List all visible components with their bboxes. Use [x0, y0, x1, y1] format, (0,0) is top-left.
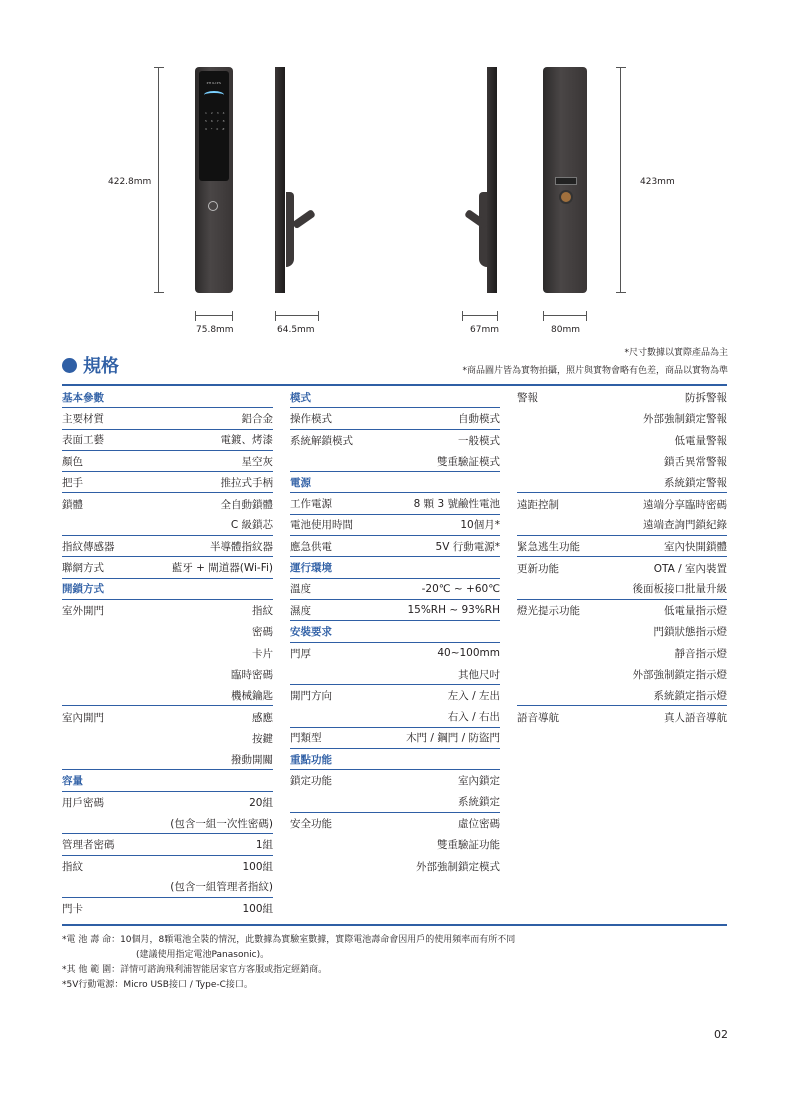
spec-value: 系統鎖定警報	[664, 476, 727, 489]
spec-value: 低電量警報	[674, 434, 727, 447]
spec-key: 安全功能	[290, 818, 332, 831]
spec-value: 感應	[252, 711, 273, 724]
spec-key: 燈光提示功能	[517, 605, 580, 618]
spec-row	[290, 515, 500, 536]
spec-row	[517, 664, 727, 685]
spec-row	[62, 856, 273, 877]
spec-row	[517, 643, 727, 664]
spec-value: C 級鎖芯	[230, 519, 273, 532]
bullet-dot-icon	[62, 358, 77, 373]
spec-key: 開門方向	[290, 690, 332, 703]
back-width-label: 80mm	[551, 325, 580, 335]
spec-value: 半導體指紋器	[210, 540, 273, 553]
spec-value: 系統鎖定指示燈	[653, 689, 727, 702]
side-width-left-line	[275, 315, 319, 316]
spec-row	[517, 621, 727, 642]
lock-side-view-right	[487, 67, 497, 293]
spec-value: 外部強制鎖定警報	[643, 413, 727, 426]
spec-row	[290, 493, 500, 514]
section-heading	[62, 352, 119, 378]
spec-value: (包含一組管理者指紋)	[170, 881, 273, 894]
spec-row	[62, 813, 273, 834]
front-height-line	[158, 67, 159, 293]
spec-value: 全自動鎖體	[220, 498, 273, 511]
spec-key: 重點功能	[290, 753, 332, 766]
spec-row	[290, 834, 500, 855]
spec-row	[517, 685, 727, 706]
keypad: 1 2 3 4 5 6 7 8 9 * 0 #	[205, 111, 225, 131]
side-width-right-line	[462, 315, 498, 316]
spec-key: 聯網方式	[62, 562, 104, 575]
spec-value: 鋁合金	[241, 412, 273, 425]
fingerprint-sensor-icon	[208, 201, 218, 211]
spec-value: 100組	[242, 860, 273, 873]
spec-value: 真人語音導航	[664, 711, 727, 724]
spec-key: 警報	[517, 392, 538, 405]
spec-value: 15%RH ~ 93%RH	[407, 604, 500, 617]
spec-key: 管理者密碼	[62, 838, 115, 851]
spec-value: 按鍵	[252, 732, 273, 745]
spec-value: 鎖舌異常警報	[664, 456, 727, 469]
back-height-line	[620, 67, 621, 293]
spec-value: 門鎖狀態指示燈	[653, 626, 727, 639]
spec-value: 藍牙 + 閘道器(Wi-Fi)	[171, 562, 273, 575]
spec-value: 指紋	[252, 605, 273, 618]
spec-row	[517, 472, 727, 493]
front-width-line	[195, 315, 233, 316]
lock-back-view	[543, 67, 587, 293]
spec-key: 安裝要求	[290, 625, 332, 638]
spec-section-header	[290, 557, 500, 578]
handle-left	[286, 192, 294, 267]
spec-row	[62, 430, 273, 451]
spec-value: -20℃ ~ +60℃	[421, 582, 500, 595]
spec-key: 門厚	[290, 647, 311, 660]
spec-row	[62, 749, 273, 770]
spec-row	[62, 472, 273, 493]
spec-value: 密碼	[252, 626, 273, 639]
spec-value: 臨時密碼	[231, 669, 273, 681]
spec-row	[517, 706, 727, 727]
spec-row	[290, 770, 500, 791]
spec-value: 自動模式	[458, 412, 500, 425]
page-number: 02	[714, 1028, 728, 1041]
spec-key: 開鎖方式	[62, 583, 104, 596]
spec-row	[290, 430, 500, 451]
spec-row	[517, 579, 727, 600]
spec-value: 遠端分享臨時密碼	[643, 498, 727, 511]
spec-value: 機械鑰匙	[231, 689, 273, 702]
spec-column-1	[62, 387, 273, 919]
spec-value: 40~100mm	[437, 647, 500, 660]
brand-mark: PHILIPS	[206, 81, 222, 85]
spec-row	[62, 728, 273, 749]
spec-value: 雙重驗証功能	[437, 839, 500, 852]
lock-side-view-left	[275, 67, 285, 293]
spec-row	[290, 664, 500, 685]
spec-key: 室內開門	[62, 711, 104, 724]
back-width-line	[543, 315, 587, 316]
spec-row	[62, 536, 273, 557]
spec-value: 星空灰	[241, 455, 273, 468]
spec-key: 室外開門	[62, 605, 104, 618]
spec-row	[290, 643, 500, 664]
spec-row	[62, 706, 273, 727]
spec-row	[517, 515, 727, 536]
spec-row	[290, 792, 500, 813]
spec-column-2	[290, 387, 500, 877]
spec-key: 工作電源	[290, 498, 332, 511]
spec-key: 基本參數	[62, 391, 104, 404]
section-title: 規格	[83, 356, 119, 377]
spec-section-header	[62, 387, 273, 408]
spec-key: 把手	[62, 476, 83, 489]
spec-key: 遠距控制	[517, 498, 559, 511]
spec-key: 用戶密碼	[62, 796, 104, 809]
spec-row	[290, 451, 500, 472]
spec-key: 語音導航	[517, 711, 559, 724]
spec-column-3	[517, 387, 727, 728]
spec-row	[62, 557, 273, 578]
spec-row	[62, 600, 273, 621]
spec-value: 低電量指示燈	[664, 605, 727, 618]
spec-value: 遠端查詢門鎖紀錄	[643, 519, 727, 532]
back-height-label: 423mm	[640, 177, 675, 187]
spec-key: 操作模式	[290, 412, 332, 425]
spec-row	[62, 643, 273, 664]
spec-value: 10個月*	[460, 519, 500, 532]
spec-value: 室內鎖定	[458, 775, 500, 788]
spec-row	[62, 515, 273, 536]
footnote-battery: *電 池 壽 命：10個月，8顆電池全裝的情況，此數據為實驗室數據，實際電池壽命會因用戶的使用頻率而有所不同	[62, 935, 516, 945]
table-top-rule	[62, 384, 727, 386]
spec-value: 外部強制鎖定指示燈	[632, 669, 727, 681]
side-width-left-label: 64.5mm	[277, 325, 315, 335]
spec-row	[290, 813, 500, 834]
spec-key: 濕度	[290, 604, 311, 617]
spec-key: 模式	[290, 391, 311, 404]
spec-row	[62, 898, 273, 919]
spec-row	[62, 408, 273, 429]
spec-row	[290, 706, 500, 727]
spec-value: 8 顆 3 號鹼性電池	[413, 498, 500, 511]
spec-key: 緊急逃生功能	[517, 540, 580, 553]
spec-row	[517, 408, 727, 429]
spec-key: 電池使用時間	[290, 519, 353, 532]
spec-row	[62, 792, 273, 813]
spec-value: 室內快開鎖體	[664, 540, 727, 553]
spec-section-header	[290, 749, 500, 770]
spec-key: 應急供電	[290, 540, 332, 553]
spec-value: 其他尺吋	[458, 668, 500, 681]
table-bottom-rule	[62, 924, 727, 926]
spec-value: 雙重驗証模式	[437, 455, 500, 468]
spec-row	[62, 877, 273, 898]
spec-row	[517, 600, 727, 621]
spec-value: 20組	[249, 796, 273, 809]
spec-value: 後面板接口批量升級	[632, 583, 727, 596]
spec-section-header	[62, 579, 273, 600]
spec-section-header	[290, 387, 500, 408]
spec-value: 推拉式手柄	[220, 476, 273, 489]
size-note: *尺寸數據以實際產品為主	[624, 348, 728, 358]
photo-note: *商品圖片皆為實物拍攝，照片與實物會略有色差，商品以實物為準	[462, 366, 728, 376]
spec-row	[517, 387, 727, 408]
spec-row	[517, 557, 727, 578]
thumb-turn-icon	[559, 190, 573, 204]
spec-value: OTA / 室內裝置	[653, 562, 727, 575]
spec-value: 電鍍、烤漆	[220, 434, 273, 447]
spec-value: 系統鎖定	[458, 796, 500, 809]
spec-key: 門類型	[290, 732, 322, 745]
spec-section-header	[62, 770, 273, 791]
spec-value: 撥動開關	[231, 753, 273, 766]
spec-value: 防拆警報	[685, 392, 727, 405]
front-height-label: 422.8mm	[108, 177, 152, 187]
spec-section-header	[290, 621, 500, 642]
spec-row	[290, 856, 500, 877]
spec-key: 鎖定功能	[290, 775, 332, 788]
spec-value: 卡片	[252, 647, 273, 660]
spec-key: 電源	[290, 476, 311, 489]
spec-key: 顏色	[62, 455, 83, 468]
spec-row	[62, 664, 273, 685]
handle-right	[479, 192, 487, 267]
spec-value: 靜音指示燈	[674, 647, 727, 660]
spec-row	[290, 728, 500, 749]
spec-key: 溫度	[290, 583, 311, 596]
spec-value: 5V 行動電源*	[435, 540, 500, 553]
spec-key: 主要材質	[62, 412, 104, 425]
spec-row	[290, 408, 500, 429]
spec-row	[290, 579, 500, 600]
spec-row	[517, 536, 727, 557]
spec-value: 虛位密碼	[458, 818, 500, 831]
spec-value: 一般模式	[458, 434, 500, 447]
spec-key: 指紋	[62, 860, 83, 873]
spec-value: (包含一組一次性密碼)	[170, 817, 273, 830]
spec-value: 1組	[255, 838, 273, 851]
spec-key: 運行環境	[290, 562, 332, 575]
footnote-battery-detail: (建議使用指定電池Panasonic)。	[136, 950, 270, 960]
footnote-power: *5V行動電源：Micro USB接口 / Type-C接口。	[62, 980, 253, 990]
spec-key: 指紋傳感器	[62, 540, 115, 553]
spec-key: 容量	[62, 774, 83, 787]
footnote-other: *其 他 範 圍：詳情可諮詢飛利浦智能居家官方客服或指定經銷商。	[62, 965, 328, 975]
spec-row	[62, 834, 273, 855]
spec-key: 表面工藝	[62, 434, 104, 447]
spec-value: 外部強制鎖定模式	[416, 860, 500, 873]
lock-front-view	[195, 67, 233, 293]
spec-row	[62, 451, 273, 472]
side-width-right-label: 67mm	[470, 325, 499, 335]
spec-row	[62, 493, 273, 514]
spec-row	[62, 621, 273, 642]
spec-value: 100組	[242, 903, 273, 916]
footnotes	[62, 933, 515, 993]
spec-row	[290, 536, 500, 557]
spec-value: 右入 / 右出	[447, 711, 500, 724]
spec-value: 木門 / 鋼門 / 防盜門	[406, 732, 500, 745]
spec-key: 更新功能	[517, 562, 559, 575]
spec-value: 左入 / 左出	[447, 690, 500, 703]
spec-section-header	[290, 472, 500, 493]
spec-key: 門卡	[62, 903, 83, 916]
spec-row	[290, 600, 500, 621]
front-width-label: 75.8mm	[196, 325, 234, 335]
spec-row	[62, 685, 273, 706]
spec-row	[290, 685, 500, 706]
spec-row	[517, 430, 727, 451]
spec-row	[517, 493, 727, 514]
spec-key: 系統解鎖模式	[290, 434, 353, 447]
spec-key: 鎖體	[62, 498, 83, 511]
spec-row	[517, 451, 727, 472]
